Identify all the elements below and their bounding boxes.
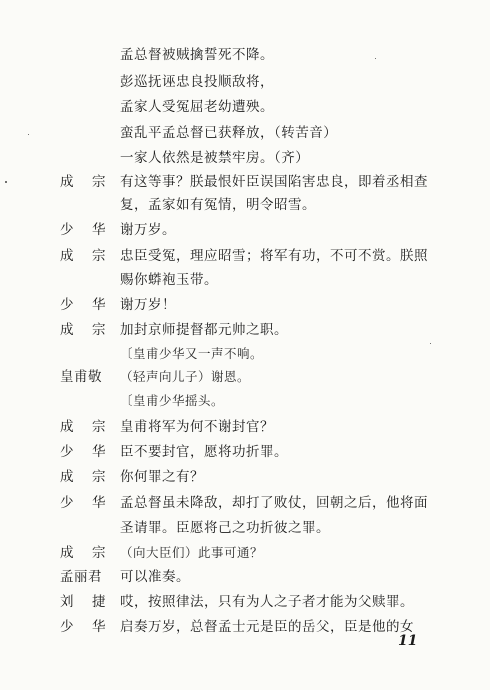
scan-speck (28, 134, 29, 135)
speaker-name: 成 宗 (60, 174, 106, 190)
speaker-name: 少 华 (60, 495, 106, 511)
dialogue-line: 忠臣受冤，理应昭雪；将军有功，不可不赏。朕照 (120, 248, 428, 264)
dialogue-line: 你何罪之有？ (120, 469, 204, 485)
dialogue-line: 谢万岁。 (120, 222, 176, 238)
dialogue-line: 孟总督虽未降敌，却打了败仗，回朝之后，他将面 (120, 495, 428, 511)
dialogue-line: 赐你蟒袍玉带。 (120, 272, 218, 288)
stage-direction: 〔皇甫少华又一声不响。 (120, 346, 264, 361)
scan-speck (430, 343, 431, 344)
page-number: 11 (398, 633, 418, 649)
dialogue-line: 臣不要封官，愿将功折罪。 (120, 444, 288, 460)
speaker-name: 成 宗 (60, 322, 106, 338)
scan-speck (375, 58, 376, 59)
speaker-name: 皇甫敬 (60, 369, 102, 385)
dialogue-line: 复，孟家如有冤情，明令昭雪。 (120, 197, 316, 213)
dialogue-line: 加封京师提督都元帅之职。 (120, 322, 288, 338)
dialogue-line: 可以准奏。 (120, 569, 190, 585)
scan-speck (5, 181, 7, 183)
stage-direction: 〔皇甫少华摇头。 (120, 393, 225, 408)
speaker-name: 少 华 (60, 619, 106, 635)
dialogue-line: 有这等事？朕最恨奸臣误国陷害忠良，即着丞相查 (120, 174, 428, 190)
dialogue-line: 皇甫将军为何不谢封官？ (120, 419, 274, 435)
verse-line-2: 彭巡抚诬忠良投顺敌将， (120, 74, 274, 90)
verse-line-1: 孟总督被贼擒誓死不降。 (120, 47, 274, 63)
verse-line-5: 一家人依然是被禁牢房。（齐） (120, 150, 310, 166)
speaker-name: 成 宗 (60, 469, 106, 485)
dialogue-line: 启奏万岁，总督孟士元是臣的岳父，臣是他的女 (120, 619, 414, 635)
speaker-name: 成 宗 (60, 419, 106, 435)
speaker-name: 刘 捷 (60, 594, 106, 610)
dialogue-line: 谢万岁！ (120, 297, 176, 313)
speaker-name: 成 宗 (60, 545, 106, 561)
speaker-name: 少 华 (60, 297, 106, 313)
verse-line-3: 孟家人受冤屈老幼遭殃。 (120, 99, 274, 115)
speaker-name: 少 华 (60, 222, 106, 238)
dialogue-line: （向大臣们）此事可通？ (120, 545, 264, 560)
verse-line-4: 蛮乱平孟总督已获释放，（转苦音） (120, 125, 338, 141)
speaker-name: 少 华 (60, 444, 106, 460)
speaker-name: 成 宗 (60, 248, 106, 264)
dialogue-line: 圣请罪。臣愿将己之功折彼之罪。 (120, 520, 330, 536)
speaker-name: 孟丽君 (60, 569, 102, 585)
dialogue-line: 哎，按照律法，只有为人之子者才能为父赎罪。 (120, 594, 414, 610)
dialogue-line: （轻声向儿子）谢恩。 (120, 369, 251, 384)
